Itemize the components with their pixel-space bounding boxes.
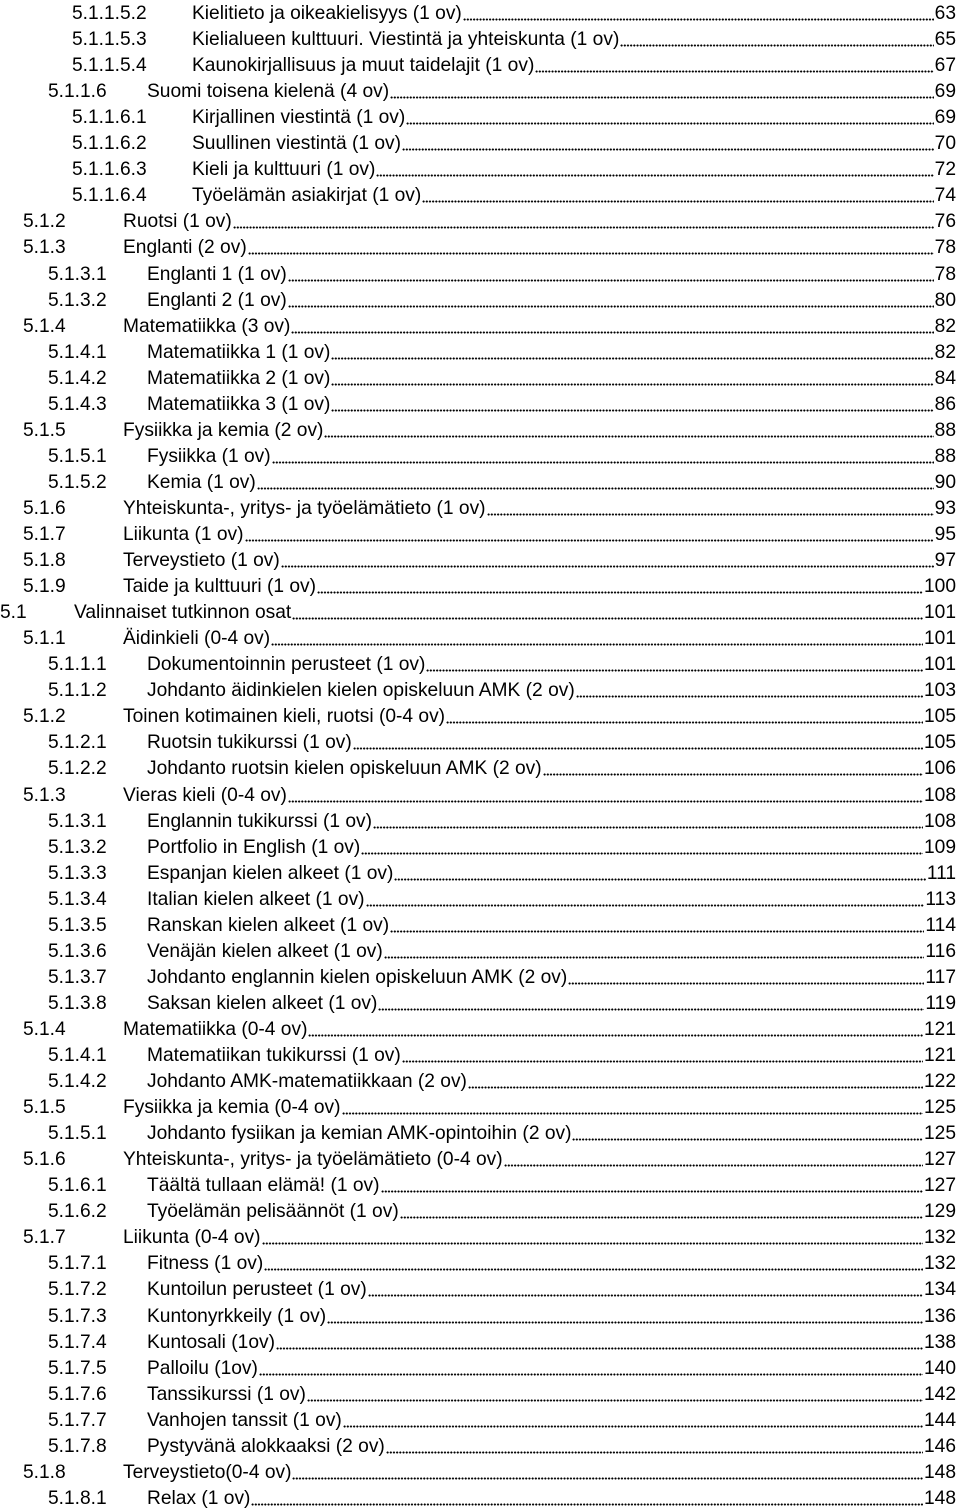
- toc-entry-number: 5.1.5.2: [48, 471, 107, 493]
- toc-entry-number: 5.1.1.2: [48, 680, 107, 702]
- toc-entry-number: 5.1.1.6.3: [72, 159, 147, 181]
- dot-leader: [324, 418, 933, 438]
- toc-entry[interactable]: [48, 1043, 956, 1069]
- dot-leader: [292, 1460, 923, 1480]
- toc-entry[interactable]: [23, 783, 956, 809]
- toc-entry-page: 125: [923, 1123, 956, 1145]
- dot-leader: [463, 1, 934, 21]
- toc-entry-number: 5.1.3.8: [48, 992, 107, 1014]
- dot-leader: [233, 209, 934, 229]
- dot-leader: [331, 366, 933, 386]
- toc-entry[interactable]: [23, 418, 956, 444]
- toc-entry[interactable]: [48, 652, 956, 678]
- dot-leader: [281, 548, 934, 568]
- dot-leader: [366, 887, 925, 907]
- toc-entry-page: 132: [923, 1227, 956, 1249]
- toc-entry-page: 101: [923, 602, 956, 624]
- toc-entry-number: 5.1.3: [23, 784, 66, 806]
- toc-entry-page: 121: [923, 1018, 956, 1040]
- toc-entry[interactable]: [48, 913, 956, 939]
- dot-leader: [342, 1095, 923, 1115]
- dot-leader: [386, 1434, 923, 1454]
- toc-entry[interactable]: [72, 183, 956, 209]
- toc-entry-page: 88: [934, 445, 956, 467]
- toc-entry-page: 100: [923, 576, 956, 598]
- toc-entry-title: Tanssikurssi (1 ov): [147, 1383, 306, 1405]
- toc-entry-number: 5.1.1.5.3: [72, 29, 147, 51]
- toc-entry-number: 5.1.5.1: [48, 1123, 107, 1145]
- dot-leader: [378, 991, 924, 1011]
- toc-entry[interactable]: [23, 574, 956, 600]
- toc-entry-page: 122: [923, 1071, 956, 1093]
- toc-entry-title: Kieli ja kulttuuri (1 ov): [192, 159, 376, 181]
- toc-entry-number: 5.1.3.2: [48, 289, 107, 311]
- toc-entry[interactable]: [48, 1199, 956, 1225]
- toc-entry-page: 70: [934, 133, 956, 155]
- toc-entry-number: 5.1.4.1: [48, 341, 107, 363]
- toc-entry[interactable]: [72, 157, 956, 183]
- toc-entry-page: 76: [934, 211, 956, 233]
- toc-entry-title: Matematiikka (3 ov): [123, 315, 291, 337]
- toc-entry-title: Kielitieto ja oikeakielisyys (1 ov): [192, 3, 462, 24]
- dot-leader: [390, 913, 924, 933]
- toc-entry-title: Terveystieto (1 ov): [123, 550, 280, 572]
- toc-entry-number: 5.1.7: [23, 1227, 66, 1249]
- toc-entry-page: 78: [934, 237, 956, 259]
- toc-entry-page: 136: [923, 1305, 956, 1327]
- toc-entry-number: 5.1.4.2: [48, 1071, 107, 1093]
- toc-entry-number: 5.1.4.1: [48, 1045, 107, 1066]
- dot-leader: [543, 756, 923, 776]
- toc-entry[interactable]: [48, 79, 956, 105]
- toc-entry-page: 80: [934, 289, 956, 311]
- dot-leader: [535, 53, 933, 73]
- toc-entry-number: 5.1.4: [23, 1018, 66, 1040]
- dot-leader: [620, 27, 933, 47]
- toc-entry-page: 84: [934, 367, 956, 389]
- toc-entry-number: 5.1.2.2: [48, 758, 107, 780]
- toc-entry-number: 5.1.1.6: [48, 81, 107, 103]
- toc-entry-page: 106: [923, 758, 956, 780]
- toc-entry-page: 86: [934, 393, 956, 415]
- dot-leader: [288, 783, 923, 803]
- toc-entry-title: Fysiikka ja kemia (2 ov): [123, 419, 324, 441]
- toc-entry[interactable]: [48, 1304, 956, 1330]
- toc-entry-page: 117: [925, 966, 956, 988]
- dot-leader: [271, 626, 923, 646]
- toc-entry[interactable]: [48, 1069, 956, 1095]
- toc-entry[interactable]: [48, 1330, 956, 1356]
- toc-entry-title: Toinen kotimainen kieli, ruotsi (0-4 ov): [123, 706, 446, 728]
- dot-leader: [272, 444, 934, 464]
- toc-entry[interactable]: [23, 1017, 956, 1043]
- toc-entry[interactable]: [48, 991, 956, 1017]
- toc-entry-title: Johdanto äidinkielen kielen opiskeluun AMK (2 ov): [147, 680, 575, 702]
- toc-entry-number: 5.1.6.2: [48, 1201, 107, 1223]
- toc-entry-title: Palloilu (1ov): [147, 1357, 258, 1379]
- toc-entry-title: Johdanto fysiikan ja kemian AMK-opintoihin (2 ov): [147, 1123, 572, 1145]
- toc-entry-title: Fitness (1 ov): [147, 1253, 264, 1275]
- toc-entry-title: Kuntoilun perusteet (1 ov): [147, 1279, 367, 1301]
- dot-leader: [317, 574, 923, 594]
- dot-leader: [468, 1069, 923, 1089]
- toc-entry-title: Yhteiskunta-, yritys- ja työelämätieto (0-4 ov): [123, 1149, 503, 1171]
- toc-entry-number: 5.1.8.1: [48, 1487, 107, 1509]
- toc-entry-page: 105: [923, 706, 956, 728]
- dot-leader: [504, 1147, 923, 1167]
- toc-entry-title: Englanti 1 (1 ov): [147, 263, 287, 285]
- toc-entry[interactable]: [23, 548, 956, 574]
- toc-entry[interactable]: [48, 262, 956, 288]
- toc-entry-page: 134: [923, 1279, 956, 1301]
- toc-entry-title: Matematiikan tukikurssi (1 ov): [147, 1045, 401, 1066]
- toc-entry-title: Täältä tullaan elämä! (1 ov): [147, 1175, 380, 1197]
- toc-entry[interactable]: [48, 835, 956, 861]
- toc-entry-title: Venäjän kielen alkeet (1 ov): [147, 940, 383, 962]
- toc-entry[interactable]: [48, 730, 956, 756]
- toc-entry-number: 5.1.4: [23, 315, 66, 337]
- toc-entry-page: 67: [934, 55, 956, 77]
- toc-entry-title: Suullinen viestintä (1 ov): [192, 133, 402, 155]
- toc-entry-title: Englannin tukikurssi (1 ov): [147, 810, 373, 832]
- toc-entry[interactable]: [48, 1434, 956, 1460]
- toc-entry-number: 5.1.1.6.1: [72, 107, 147, 129]
- toc-entry[interactable]: [48, 678, 956, 704]
- toc-entry-title: Relax (1 ov): [147, 1487, 251, 1509]
- dot-leader: [390, 79, 934, 99]
- toc-entry-title: Italian kielen alkeet (1 ov): [147, 888, 365, 910]
- toc-entry[interactable]: [48, 1408, 956, 1434]
- toc-entry-number: 5.1.2.1: [48, 732, 107, 754]
- toc-entry[interactable]: [48, 444, 956, 470]
- toc-entry[interactable]: [48, 1277, 956, 1303]
- dot-leader: [276, 1330, 923, 1350]
- toc-entry-number: 5.1.6.1: [48, 1175, 107, 1197]
- toc-entry[interactable]: [72, 53, 956, 79]
- toc-entry-title: Johdanto AMK-matematiikkaan (2 ov): [147, 1071, 467, 1093]
- toc-entry-page: 146: [923, 1435, 956, 1457]
- toc-entry-number: 5.1.9: [23, 576, 66, 598]
- toc-entry-number: 5.1.7: [23, 524, 66, 545]
- toc-entry[interactable]: [72, 1, 956, 27]
- dot-leader: [381, 1173, 923, 1193]
- toc-entry-page: 140: [923, 1357, 956, 1379]
- toc-entry[interactable]: [48, 366, 956, 392]
- toc-entry-title: Matematiikka 2 (1 ov): [147, 367, 331, 389]
- toc-entry-page: 69: [934, 81, 956, 103]
- toc-entry-title: Äidinkieli (0-4 ov): [123, 628, 271, 650]
- toc-entry-title: Ruotsin tukikurssi (1 ov): [147, 732, 352, 754]
- toc-entry-page: 95: [934, 524, 956, 545]
- toc-entry-title: Liikunta (0-4 ov): [123, 1227, 261, 1249]
- toc-entry[interactable]: [48, 1382, 956, 1408]
- toc-entry-number: 5.1.3: [23, 237, 66, 259]
- dot-leader: [331, 340, 933, 360]
- toc-entry-number: 5.1.2: [23, 211, 66, 233]
- toc-entry-number: 5.1.6: [23, 1149, 66, 1171]
- toc-entry-title: Taide ja kulttuuri (1 ov): [123, 576, 317, 598]
- toc-entry-number: 5.1.1.1: [48, 654, 107, 676]
- toc-entry[interactable]: [48, 756, 956, 782]
- toc-entry-number: 5.1.3.3: [48, 862, 107, 884]
- dot-leader: [307, 1382, 923, 1402]
- toc-entry-number: 5.1.8: [23, 1461, 66, 1483]
- toc-entry[interactable]: [23, 209, 956, 235]
- toc-entry[interactable]: [23, 626, 956, 652]
- toc-entry[interactable]: [48, 809, 956, 835]
- toc-entry-page: 142: [923, 1383, 956, 1405]
- toc-entry-page: 113: [925, 888, 956, 910]
- toc-entry-title: Saksan kielen alkeet (1 ov): [147, 992, 378, 1014]
- dot-leader: [308, 1017, 923, 1037]
- toc-entry-number: 5.1.8: [23, 550, 66, 572]
- toc-entry-title: Ruotsi (1 ov): [123, 211, 232, 233]
- toc-entry-title: Ranskan kielen alkeet (1 ov): [147, 914, 390, 936]
- toc-entry-number: 5.1.6: [23, 497, 66, 519]
- toc-entry-title: Matematiikka 1 (1 ov): [147, 341, 331, 363]
- toc-entry-title: Kuntosali (1ov): [147, 1331, 275, 1353]
- toc-entry-title: Espanjan kielen alkeet (1 ov): [147, 862, 394, 884]
- toc-entry-page: 74: [934, 185, 956, 207]
- toc-entry-page: 129: [923, 1201, 956, 1223]
- toc-entry-number: 5.1.3.7: [48, 966, 107, 988]
- toc-entry-page: 116: [925, 940, 956, 962]
- toc-entry[interactable]: [23, 314, 956, 340]
- toc-entry[interactable]: [48, 340, 956, 366]
- dot-leader: [361, 835, 923, 855]
- toc-entry-page: 138: [923, 1331, 956, 1353]
- toc-entry-number: 5.1.3.4: [48, 888, 107, 910]
- dot-leader: [572, 1121, 923, 1141]
- toc-entry-page: 108: [923, 784, 956, 806]
- dot-leader: [384, 939, 925, 959]
- dot-leader: [353, 730, 923, 750]
- toc-entry-page: 132: [923, 1253, 956, 1275]
- toc-entry[interactable]: [23, 1147, 956, 1173]
- toc-entry-number: 5.1.7.1: [48, 1253, 107, 1275]
- toc-entry-page: 65: [934, 29, 956, 51]
- toc-entry-title: Englanti (2 ov): [123, 237, 247, 259]
- toc-entry-number: 5.1.5.1: [48, 445, 107, 467]
- dot-leader: [446, 704, 923, 724]
- toc-entry-page: 101: [923, 628, 956, 650]
- toc-entry-page: 69: [934, 107, 956, 129]
- toc-entry-title: Vanhojen tanssit (1 ov): [147, 1409, 342, 1431]
- toc-entry-page: 127: [923, 1149, 956, 1171]
- toc-entry-number: 5.1.1.6.4: [72, 185, 147, 207]
- toc-entry-title: Terveystieto(0-4 ov): [123, 1461, 292, 1483]
- dot-leader: [376, 157, 933, 177]
- toc-entry-title: Portfolio in English (1 ov): [147, 836, 361, 858]
- toc-entry-title: Liikunta (1 ov): [123, 524, 244, 545]
- toc-entry[interactable]: [48, 470, 956, 496]
- toc-entry[interactable]: [48, 1356, 956, 1382]
- toc-entry-title: Fysiikka (1 ov): [147, 445, 271, 467]
- toc-entry[interactable]: [23, 1460, 956, 1486]
- toc-entry-number: 5.1.3.1: [48, 263, 107, 285]
- toc-entry[interactable]: [48, 887, 956, 913]
- toc-entry-page: 108: [923, 810, 956, 832]
- toc-entry-title: Johdanto englannin kielen opiskeluun AMK (2 ov): [147, 966, 568, 988]
- toc-entry[interactable]: [23, 235, 956, 261]
- toc-entry-page: 114: [925, 914, 956, 936]
- toc-entry[interactable]: [48, 288, 956, 314]
- toc-entry[interactable]: [0, 600, 956, 626]
- dot-leader: [402, 1043, 923, 1063]
- toc-entry-title: Fysiikka ja kemia (0-4 ov): [123, 1097, 341, 1119]
- toc-entry-page: 148: [923, 1461, 956, 1483]
- toc-entry-title: Pystyvänä alokkaaksi (2 ov): [147, 1435, 385, 1457]
- toc-entry[interactable]: [48, 965, 956, 991]
- toc-entry-title: Kielialueen kulttuuri. Viestintä ja yhteiskunta (1 ov): [192, 29, 620, 51]
- toc-entry[interactable]: [48, 1173, 956, 1199]
- toc-entry-number: 5.1.3.5: [48, 914, 107, 936]
- toc-entry-number: 5.1.3.6: [48, 940, 107, 962]
- toc-entry-title: Kemia (1 ov): [147, 471, 256, 493]
- dot-leader: [331, 392, 933, 412]
- toc-entry-page: 121: [923, 1045, 956, 1066]
- toc-entry-number: 5.1.1.6.2: [72, 133, 147, 155]
- toc-entry-page: 63: [934, 3, 956, 24]
- dot-leader: [373, 809, 923, 829]
- toc-entry-number: 5.1.1: [23, 628, 66, 650]
- dot-leader: [327, 1304, 923, 1324]
- toc-entry[interactable]: [48, 861, 956, 887]
- toc-entry-number: 5.1.4.3: [48, 393, 107, 415]
- dot-leader: [257, 470, 934, 490]
- toc-entry[interactable]: [48, 1486, 956, 1512]
- toc-entry-title: Valinnaiset tutkinnon osat: [74, 602, 292, 624]
- dot-leader: [264, 1251, 923, 1271]
- toc-entry-number: 5.1.7.4: [48, 1331, 107, 1353]
- toc-entry-page: 125: [923, 1097, 956, 1119]
- toc-entry-title: Dokumentoinnin perusteet (1 ov): [147, 654, 426, 676]
- toc-entry-title: Kaunokirjallisuus ja muut taidelajit (1 ov): [192, 55, 535, 77]
- dot-leader: [288, 262, 934, 282]
- toc-entry[interactable]: [48, 1121, 956, 1147]
- toc-entry-number: 5.1.7.7: [48, 1409, 107, 1431]
- toc-entry-number: 5.1.3.2: [48, 836, 107, 858]
- toc-entry-title: Kirjallinen viestintä (1 ov): [192, 107, 406, 129]
- toc-entry-page: 101: [923, 654, 956, 676]
- toc-entry[interactable]: [23, 522, 956, 548]
- toc-entry-title: Englanti 2 (1 ov): [147, 289, 287, 311]
- toc-entry-number: 5.1.7.3: [48, 1305, 107, 1327]
- dot-leader: [368, 1277, 923, 1297]
- toc-entry-title: Työelämän asiakirjat (1 ov): [192, 185, 422, 207]
- toc-entry-number: 5.1.5: [23, 419, 66, 441]
- toc-entry[interactable]: [23, 1225, 956, 1251]
- toc-entry-page: 105: [923, 732, 956, 754]
- toc-entry-page: 82: [934, 341, 956, 363]
- toc-entry-title: Matematiikka 3 (1 ov): [147, 393, 331, 415]
- dot-leader: [394, 861, 925, 881]
- toc-entry[interactable]: [72, 131, 956, 157]
- toc-entry-page: 119: [925, 992, 956, 1014]
- dot-leader: [402, 131, 934, 151]
- toc-entry[interactable]: [72, 105, 956, 131]
- dot-leader: [487, 496, 934, 516]
- toc-entry[interactable]: [72, 27, 956, 53]
- toc-entry-page: 97: [934, 550, 956, 572]
- toc-entry-title: Matematiikka (0-4 ov): [123, 1018, 308, 1040]
- dot-leader: [248, 235, 934, 255]
- dot-leader: [288, 288, 934, 308]
- dot-leader: [426, 652, 923, 672]
- toc-entry-page: 72: [934, 159, 956, 181]
- toc-entry-number: 5.1: [0, 602, 27, 624]
- toc-entry-page: 144: [923, 1409, 956, 1431]
- dot-leader: [245, 522, 934, 542]
- toc-entry-page: 90: [934, 471, 956, 493]
- toc-entry-title: Kuntonyrkkeily (1 ov): [147, 1305, 327, 1327]
- toc-entry-page: 78: [934, 263, 956, 285]
- dot-leader: [262, 1225, 923, 1245]
- dot-leader: [400, 1199, 923, 1219]
- toc-entry-page: 111: [926, 862, 956, 884]
- toc-entry-number: 5.1.3.1: [48, 810, 107, 832]
- toc-entry-number: 5.1.7.8: [48, 1435, 107, 1457]
- toc-entry-title: Vieras kieli (0-4 ov): [123, 784, 287, 806]
- toc-entry-number: 5.1.7.5: [48, 1357, 107, 1379]
- toc-entry-number: 5.1.2: [23, 706, 66, 728]
- dot-leader: [291, 314, 933, 334]
- toc-entry[interactable]: [48, 1251, 956, 1277]
- dot-leader: [343, 1408, 923, 1428]
- toc-entry-title: Työelämän pelisäännöt (1 ov): [147, 1201, 399, 1223]
- toc-entry[interactable]: [23, 496, 956, 522]
- toc-entry-number: 5.1.7.6: [48, 1383, 107, 1405]
- toc-entry-page: 127: [923, 1175, 956, 1197]
- toc-entry-page: 82: [934, 315, 956, 337]
- toc-entry-number: 5.1.7.2: [48, 1279, 107, 1301]
- toc-entry[interactable]: [48, 392, 956, 418]
- dot-leader: [422, 183, 933, 203]
- dot-leader: [292, 600, 923, 620]
- toc-entry-page: 109: [923, 836, 956, 858]
- toc-entry-page: 103: [923, 680, 956, 702]
- dot-leader: [568, 965, 924, 985]
- toc-entry[interactable]: [23, 704, 956, 730]
- dot-leader: [576, 678, 923, 698]
- dot-leader: [259, 1356, 923, 1376]
- toc-entry[interactable]: [23, 1095, 956, 1121]
- toc-entry-title: Johdanto ruotsin kielen opiskeluun AMK (2 ov): [147, 758, 542, 780]
- toc-entry-page: 88: [934, 419, 956, 441]
- toc-entry[interactable]: [48, 939, 956, 965]
- toc-entry-page: 148: [923, 1487, 956, 1509]
- toc-entry-number: 5.1.5: [23, 1097, 66, 1119]
- toc-entry-page: 93: [934, 497, 956, 519]
- toc-entry-title: Yhteiskunta-, yritys- ja työelämätieto (1 ov): [123, 497, 486, 519]
- dot-leader: [406, 105, 933, 125]
- toc-entry-number: 5.1.4.2: [48, 367, 107, 389]
- dot-leader: [251, 1486, 923, 1506]
- toc-entry-title: Suomi toisena kielenä (4 ov): [147, 81, 390, 103]
- toc-entry-number: 5.1.1.5.2: [72, 3, 147, 24]
- toc-entry-number: 5.1.1.5.4: [72, 55, 147, 77]
